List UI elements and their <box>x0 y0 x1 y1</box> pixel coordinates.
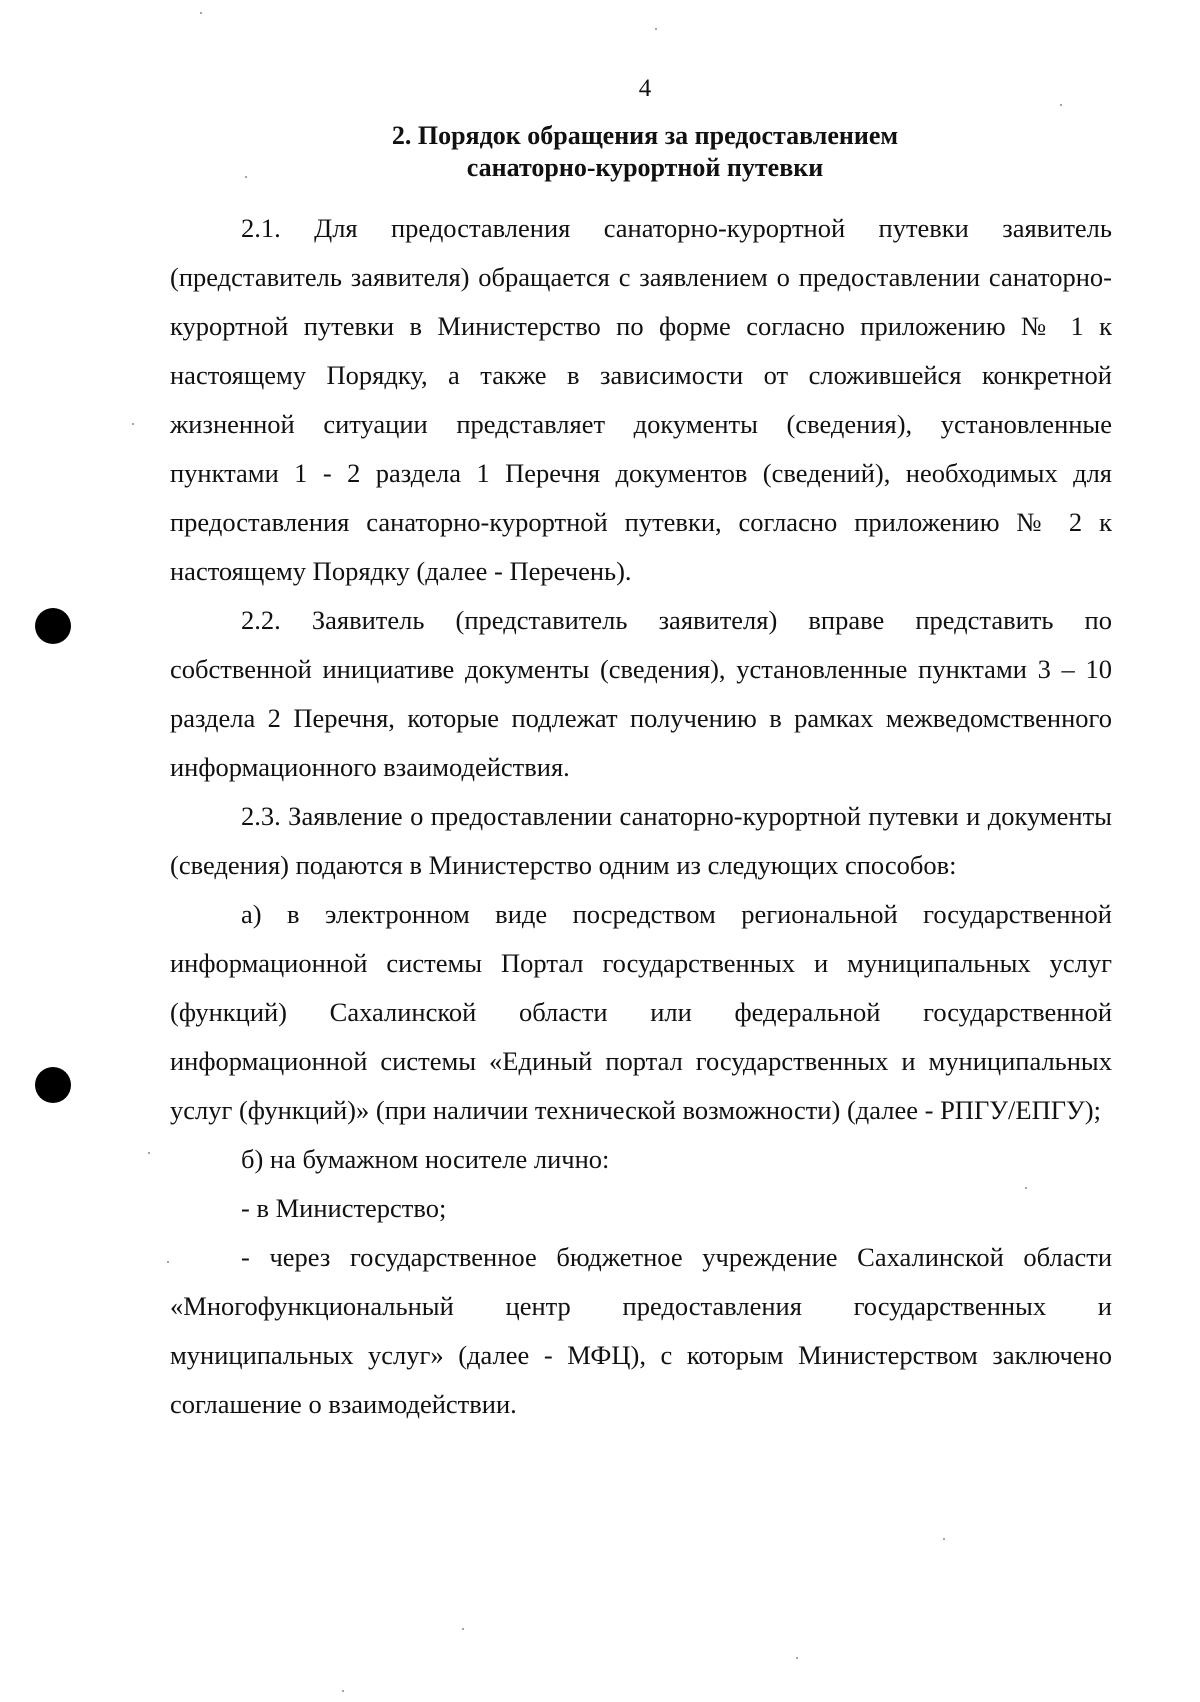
paragraph-mfc-item: - через государственное бюджетное учреждение Сахалинской области «Многофункциональный центр предоставления государственных и муниципальных услуг» (далее - МФЦ), с которым Министерством заключено соглашение о взаимодействии. <box>170 1242 1112 1419</box>
scan-speck <box>200 12 202 14</box>
scan-speck <box>796 1657 798 1659</box>
scan-speck <box>132 423 134 425</box>
scan-speck <box>655 28 657 30</box>
section-heading <box>0 120 1200 184</box>
paragraph-ministry-item: - в Министерство; <box>241 1193 447 1223</box>
page-number: 4 <box>638 75 652 102</box>
body-text <box>170 204 1112 1429</box>
section-heading-line-1: 2. Порядок обращения за предоставлением <box>391 121 899 150</box>
paragraph-2-3: 2.3. Заявление о предоставлении санаторно-курортной путевки и документы (сведения) подаются в Министерство одним из следующих способов: <box>170 801 1112 880</box>
scan-speck <box>462 1628 464 1630</box>
punch-hole-top <box>35 608 71 644</box>
scan-speck <box>1060 104 1062 106</box>
paragraph-option-b: б) на бумажном носителе лично: <box>241 1144 610 1174</box>
paragraph-2-2: 2.2. Заявитель (представитель заявителя) вправе представить по собственной инициативе документы (сведения), установленные пунктами 3 – 10 раздела 2 Перечня, которые подлежат получению в рамках межведомственного информационного взаимодействия. <box>170 605 1112 782</box>
scan-speck <box>148 1152 150 1154</box>
paragraph-option-a: а) в электронном виде посредством региональной государственной информационной системы Портал государственных и муниципальных услуг (функций) Сахалинской области или федеральной государственной информационной системы «Единый портал государственных и муниципальных услуг (функций)» (при наличии технической возможности) (далее - РПГУ/ЕПГУ); <box>170 899 1112 1125</box>
scan-speck <box>167 1261 169 1263</box>
section-heading-line-2: санаторно-курортной путевки <box>466 153 824 182</box>
scan-speck <box>342 1690 344 1692</box>
scan-speck <box>943 1538 945 1540</box>
punch-hole-bottom <box>35 1067 71 1103</box>
paragraph-2-1: 2.1. Для предоставления санаторно-курортной путевки заявитель (представитель заявителя) обращается с заявлением о предоставлении санаторно-курортной путевки в Министерство по форме согласно приложению № 1 к настоящему Порядку, а также в зависимости от сложившейся конкретной жизненной ситуации представляет документы (сведения), установленные пунктами 1 - 2 раздела 1 Перечня документов (сведений), необходимых для предоставления санаторно-курортной путевки, согласно приложению № 2 к настоящему Порядку (далее - Перечень). <box>170 213 1112 586</box>
